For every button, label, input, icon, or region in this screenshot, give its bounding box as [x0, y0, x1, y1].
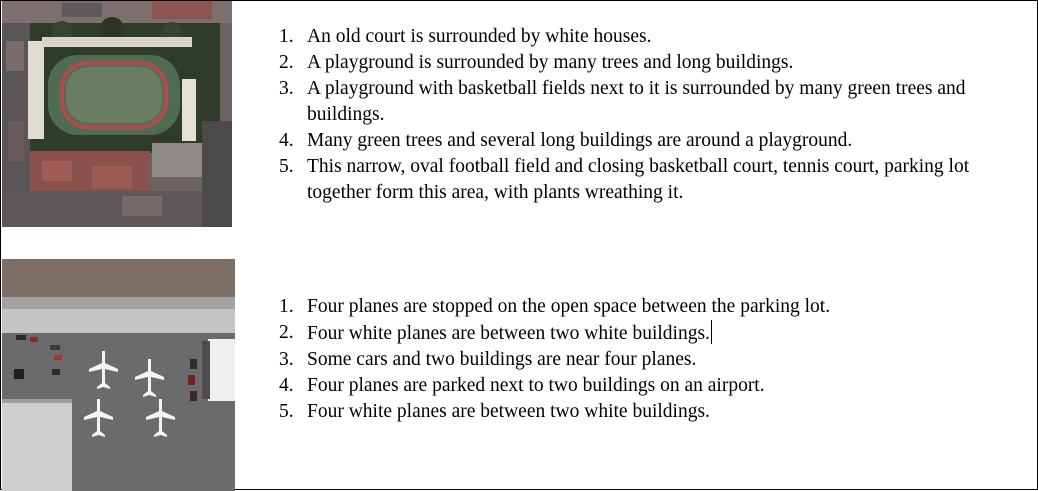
- caption-number: 3.: [279, 349, 294, 370]
- caption-item: [279, 128, 979, 154]
- caption-text: An old court is surrounded by white houses.: [307, 26, 652, 47]
- caption-text: This narrow, oval football field and closing basketball court, tennis court, parking lot together form this area, with plants wreathing it.: [307, 156, 970, 203]
- caption-item: [279, 50, 979, 76]
- caption-text: A playground with basketball fields next to it is surrounded by many green trees and buildings.: [307, 78, 966, 125]
- aerial-image-playground: [2, 1, 232, 227]
- caption-item: [279, 76, 979, 128]
- caption-number: 1.: [279, 26, 294, 47]
- caption-item: [279, 373, 979, 399]
- caption-number: 4.: [279, 130, 294, 151]
- text-cursor: [711, 320, 712, 344]
- caption-text: Four white planes are between two white buildings.: [307, 401, 710, 422]
- caption-number: 4.: [279, 375, 294, 396]
- aerial-image-airport: [2, 259, 235, 491]
- caption-number: 5.: [279, 401, 294, 422]
- caption-number: 2.: [279, 52, 294, 73]
- caption-text: Four planes are parked next to two buildings on an airport.: [307, 375, 765, 396]
- caption-text: Some cars and two buildings are near four planes.: [307, 349, 697, 370]
- caption-text: A playground is surrounded by many trees and long buildings.: [307, 52, 794, 73]
- caption-text: Four white planes are between two white buildings.: [307, 323, 710, 344]
- caption-item: [279, 154, 979, 206]
- caption-list-playground: [279, 24, 979, 206]
- caption-text: Many green trees and several long buildings are around a playground.: [307, 130, 853, 151]
- caption-item: [279, 24, 979, 50]
- caption-item: [279, 347, 979, 373]
- caption-number: 1.: [279, 296, 294, 317]
- caption-number: 3.: [279, 78, 294, 99]
- caption-item: [279, 399, 979, 425]
- caption-number: 5.: [279, 156, 294, 177]
- caption-list-airport: [279, 294, 979, 425]
- caption-number: 2.: [279, 322, 294, 343]
- caption-item: [279, 294, 979, 320]
- caption-text: Four planes are stopped on the open space between the parking lot.: [307, 296, 831, 317]
- caption-item: [279, 320, 979, 347]
